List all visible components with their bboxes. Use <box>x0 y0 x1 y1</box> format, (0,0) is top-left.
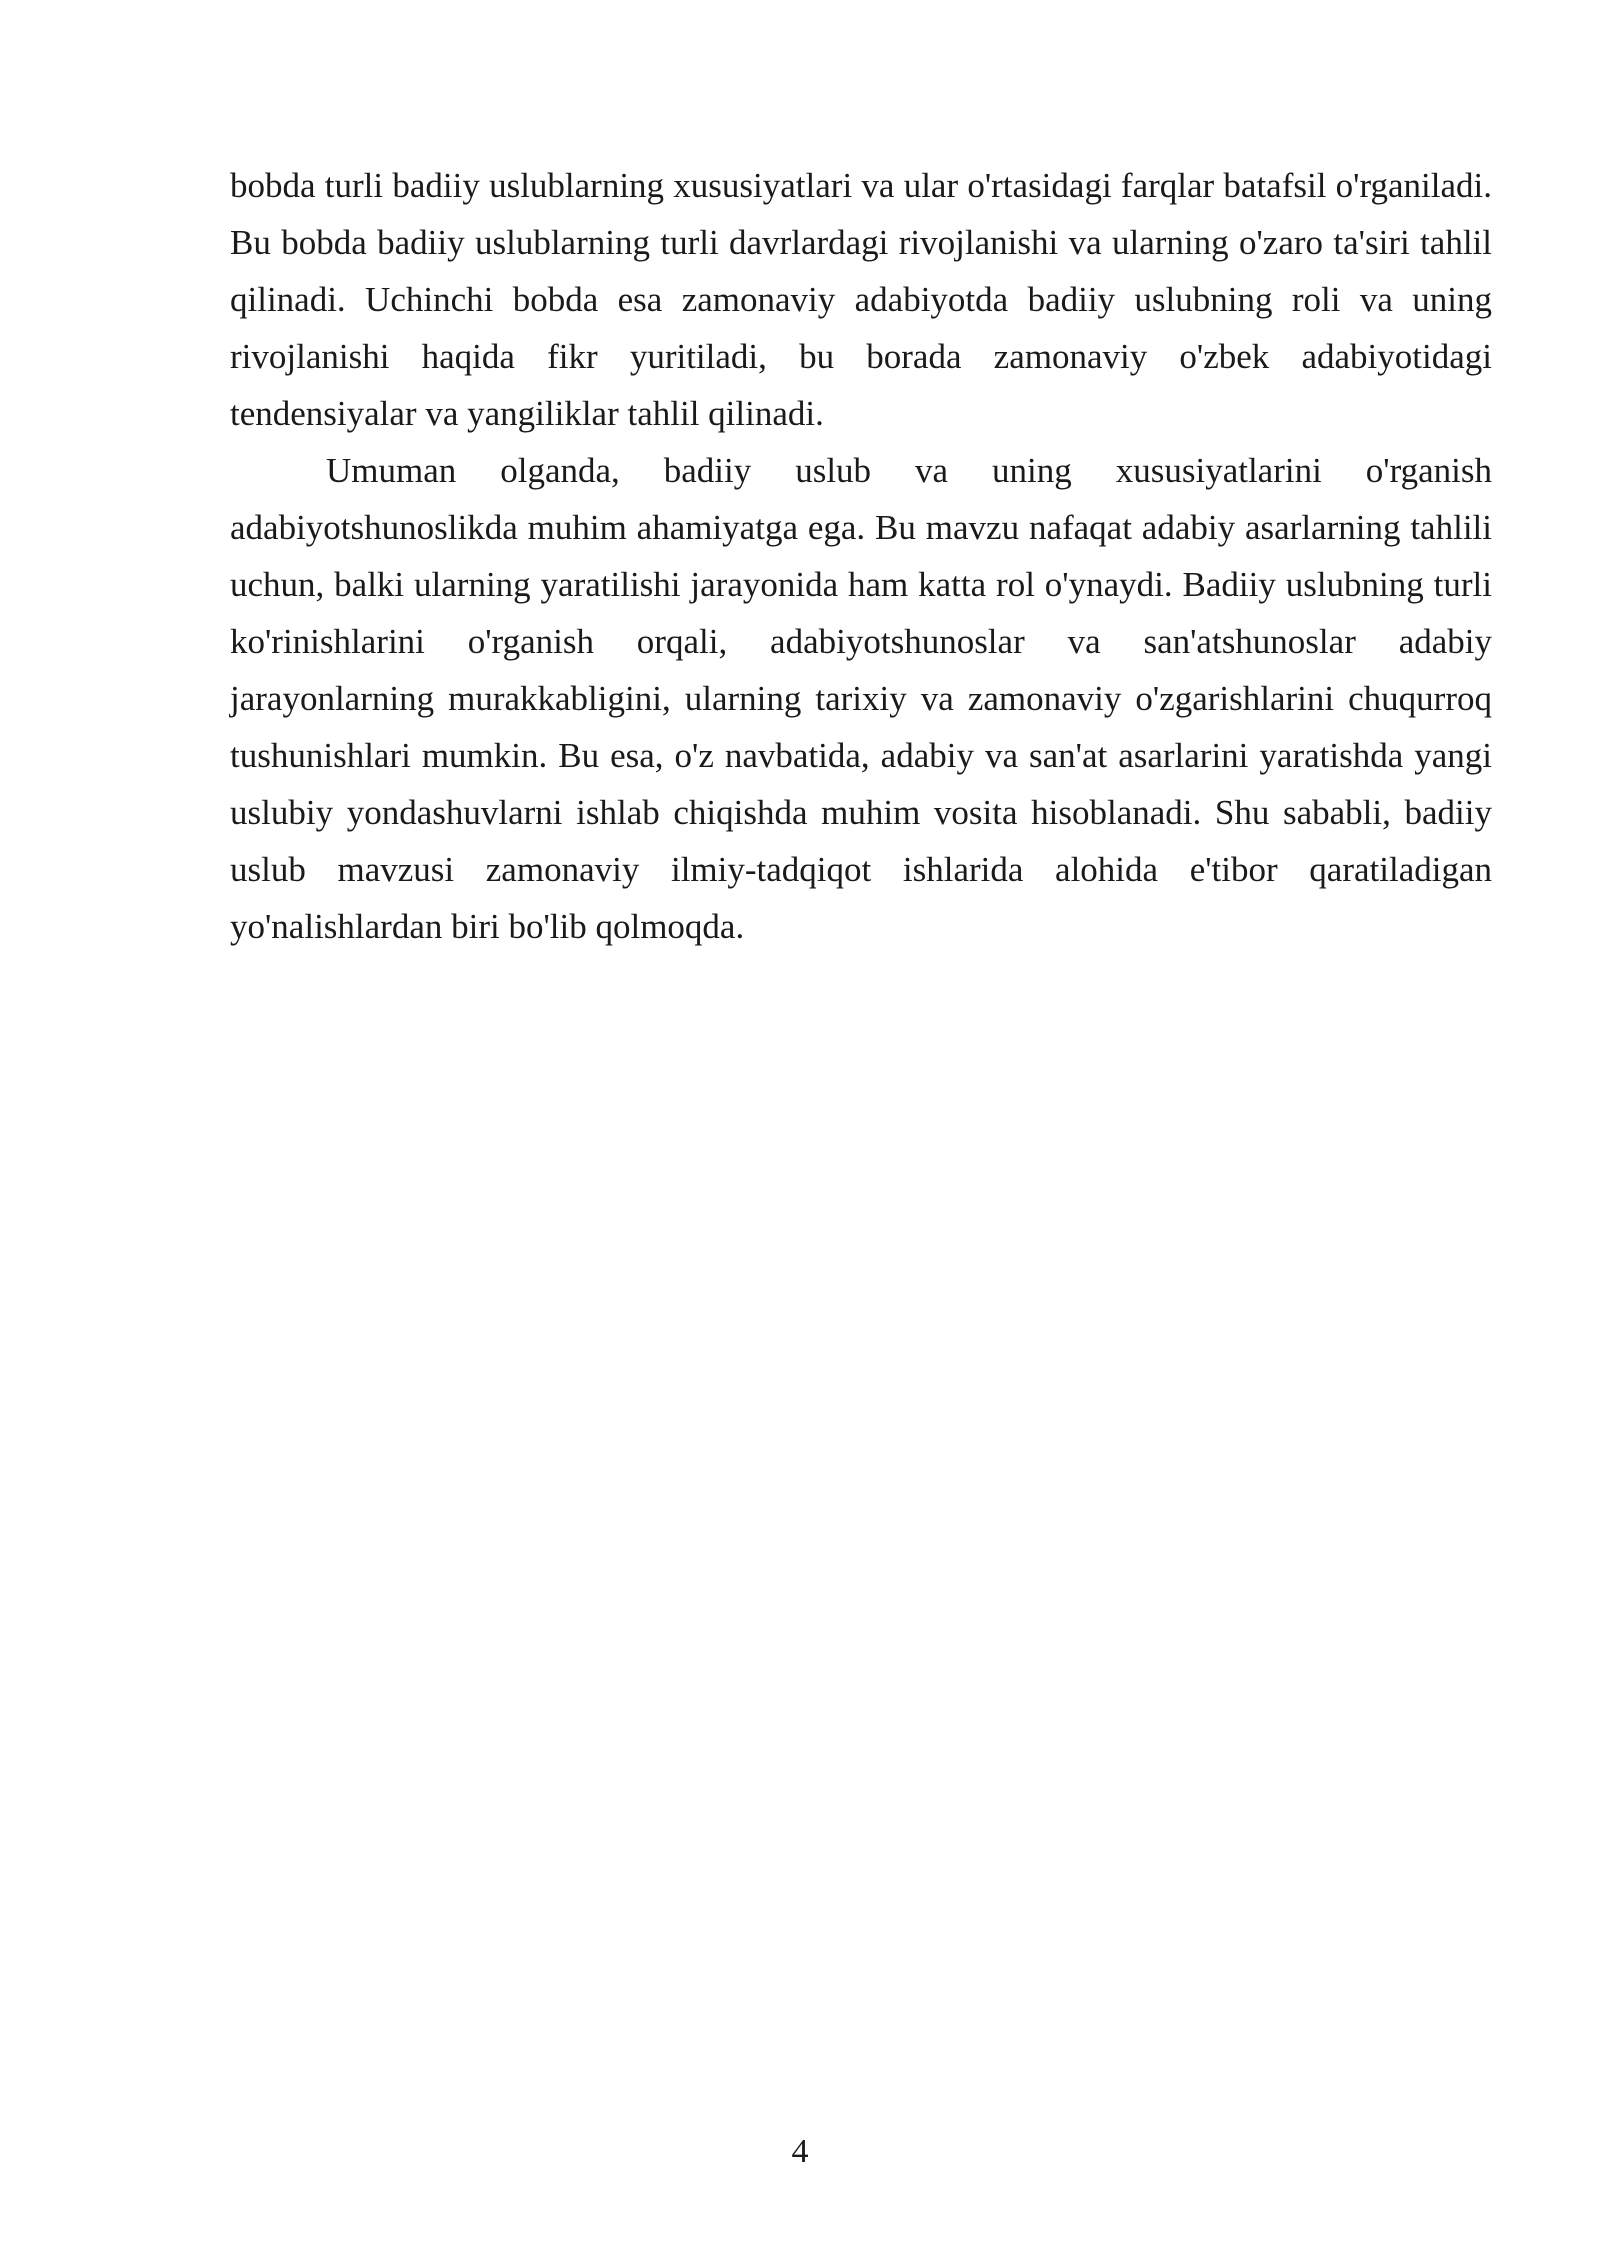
body-paragraph-1: bobda turli badiiy uslublarning xususiyatlari va ular o'rtasidagi farqlar batafsil o'rganiladi. Bu bobda badiiy uslublarning turli davrlardagi rivojlanishi va ularning o'zaro ta'siri tahlil qilinadi. Uchinchi bobda esa zamonaviy adabiyotda badiiy uslubning roli va uning rivojlanishi haqida fikr yuritiladi, bu borada zamonaviy o'zbek adabiyotidagi tendensiyalar va yangiliklar tahlil qilinadi. <box>230 166 1492 433</box>
page-body <box>230 157 1492 955</box>
page-number: 4 <box>791 2133 809 2170</box>
body-paragraph-2: Umuman olganda, badiiy uslub va uning xususiyatlarini o'rganish adabiyotshunoslikda muhim ahamiyatga ega. Bu mavzu nafaqat adabiy asarlarning tahlili uchun, balki ularning yaratilishi jarayonida ham katta rol o'ynaydi. Badiiy uslubning turli ko'rinishlarini o'rganish orqali, adabiyotshunoslar va san'atshunoslar adabiy jarayonlarning murakkabligini, ularning tarixiy va zamonaviy o'zgarishlarini chuqurroq tushunishlari mumkin. Bu esa, o'z navbatida, adabiy va san'at asarlarini yaratishda yangi uslubiy yondashuvlarni ishlab chiqishda muhim vosita hisoblanadi. Shu sababli, badiiy uslub mavzusi zamonaviy ilmiy-tadqiqot ishlarida alohida e'tibor qaratiladigan yo'nalishlardan biri bo'lib qolmoqda. <box>230 451 1492 946</box>
